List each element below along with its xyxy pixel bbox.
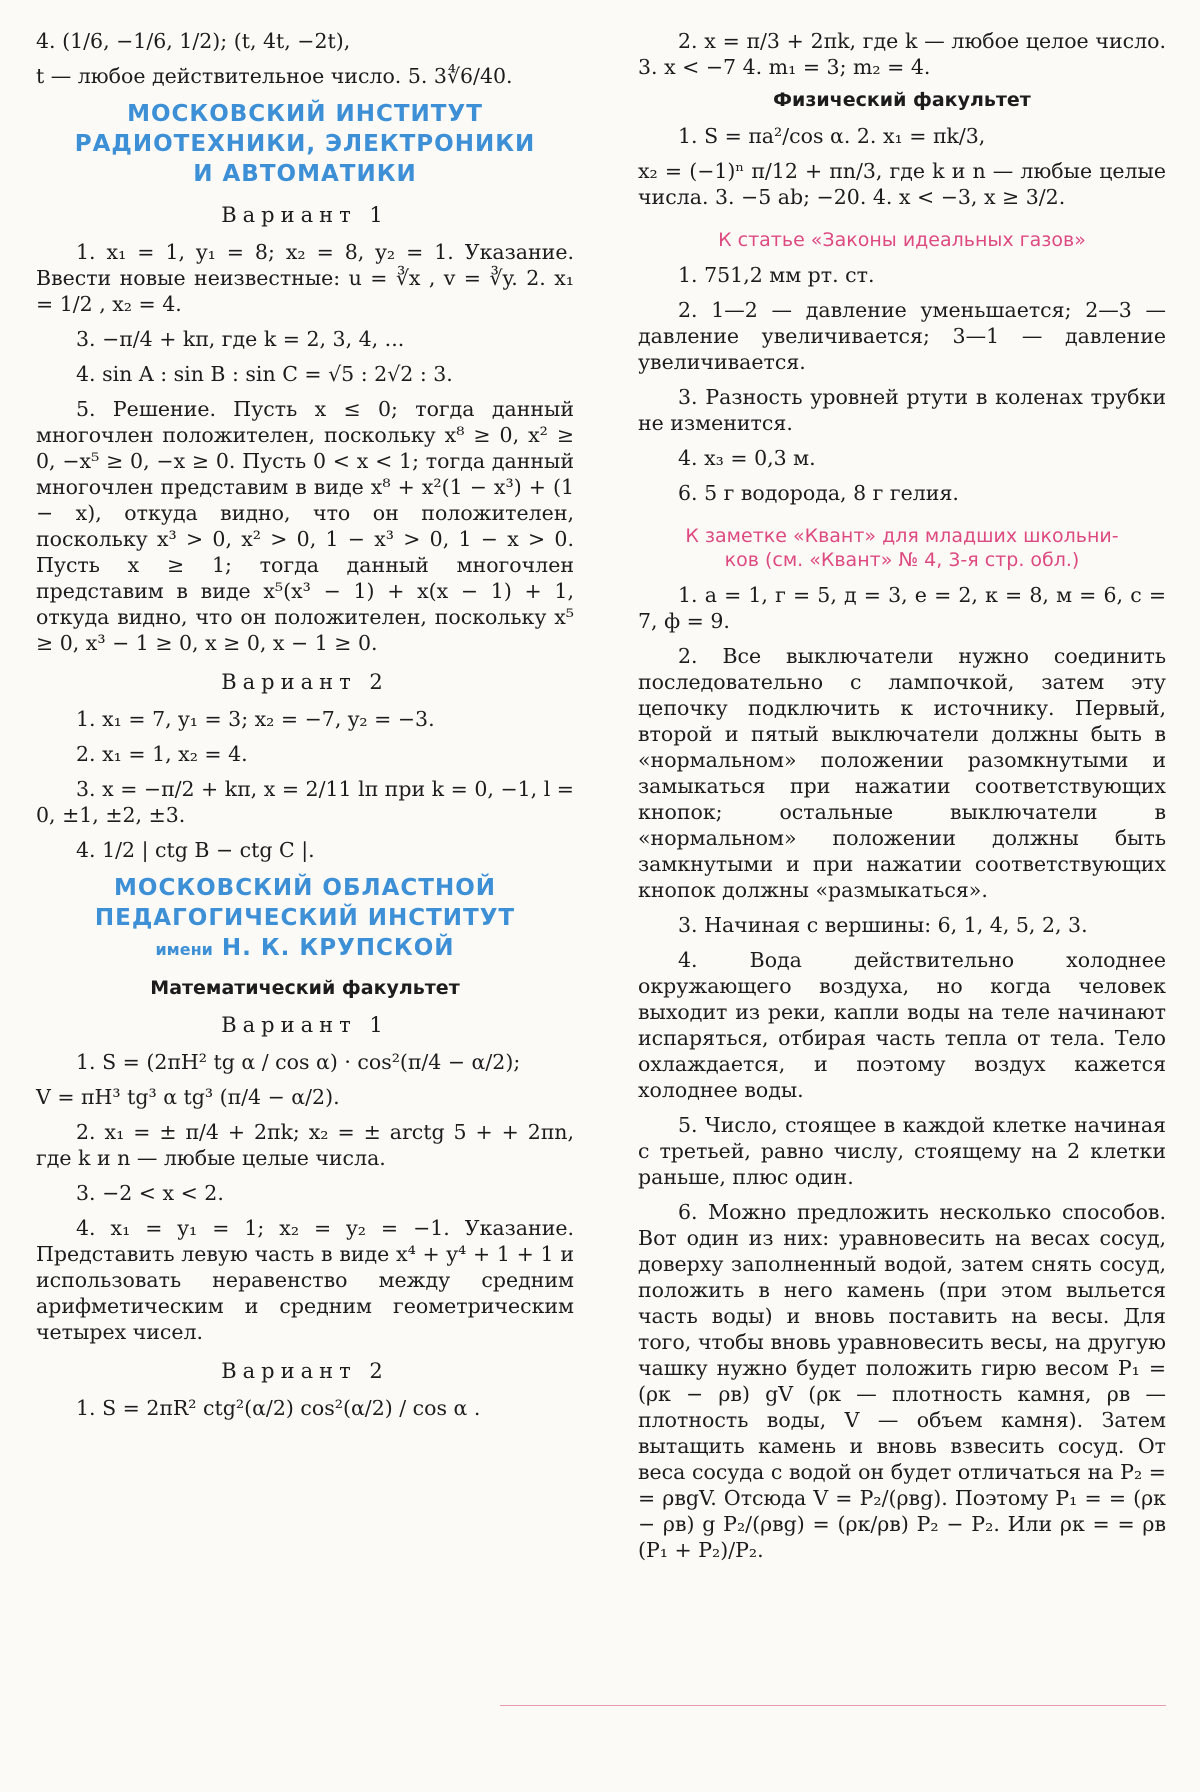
- answer-paragraph: 3. x = −π/2 + kπ, x = 2/11 lπ при k = 0, −1, l = 0, ±1, ±2, ±3.: [36, 777, 574, 827]
- answer-paragraph: x₂ = (−1)ⁿ π/12 + πn/3, где k и n — любые целые числа. 3. −5 ab; −20. 4. x < −3, x ≥ 3/2.: [638, 159, 1166, 209]
- variant-heading: Вариант 2: [221, 670, 389, 694]
- answer-paragraph: 1. 751,2 мм рт. ст.: [678, 263, 875, 287]
- answer-paragraph: 6. 5 г водорода, 8 г гелия.: [678, 481, 959, 505]
- heading-line: ков (см. «Квант» № 4, 3-я стр. обл.): [724, 549, 1080, 571]
- answer-paragraph: 1. x₁ = 1, y₁ = 8; x₂ = 8, y₂ = 1. Указание. Ввести новые неизвестные: u = ∛x , v = ∛y. 2. x₁ = 1/2 , x₂ = 4.: [36, 240, 574, 316]
- section-heading-gases: К статье «Законы идеальных газов»: [718, 229, 1086, 251]
- right-column: [638, 28, 1166, 1572]
- title-line: МОСКОВСКИЙ ИНСТИТУТ: [127, 101, 483, 127]
- answer-paragraph: 3. −π/4 + kπ, где k = 2, 3, 4, ...: [76, 327, 405, 351]
- answer-paragraph: 4. sin A : sin B : sin C = √5 : 2√2 : 3.: [76, 362, 453, 386]
- title-line: И АВТОМАТИКИ: [193, 161, 417, 187]
- answer-paragraph: V = πH³ tg³ α tg³ (π/4 − α/2).: [36, 1085, 340, 1109]
- title-line: [36, 933, 574, 965]
- section-heading-kvant: [638, 524, 1166, 572]
- answer-paragraph: 1. а = 1, г = 5, д = 3, е = 2, к = 8, м = 6, с = 7, ф = 9.: [638, 583, 1166, 633]
- answer-paragraph: 3. Разность уровней ртути в коленах трубки не изменится.: [638, 385, 1166, 435]
- answer-paragraph: 4. 1/2 | ctg B − ctg C |.: [76, 838, 315, 862]
- faculty-heading: Физический факультет: [773, 89, 1031, 111]
- answer-paragraph: 2. Все выключатели нужно соединить последовательно с лампочкой, затем эту цепочку подключить к источнику. Первый, второй и пятый выключатели должны быть в «нормальном» положении разомкнутыми и замыкаться при нажатии соответствующих кнопок; остальные выключатели в «нормальном» положении должны быть замкнутыми и при нажатии соответствующих кнопок должны «размыкаться».: [638, 644, 1166, 902]
- variant-heading: Вариант 1: [221, 203, 389, 227]
- answer-paragraph: 2. x₁ = ± π/4 + 2πk; x₂ = ± arctg 5 + + 2πn, где k и n — любые целые числа.: [36, 1120, 574, 1170]
- answer-paragraph: 4. x₃ = 0,3 м.: [678, 446, 816, 470]
- answer-paragraph: 5. Число, стоящее в каждой клетке начиная с третьей, равно числу, стоящему на 2 клетки раньше, плюс один.: [638, 1113, 1166, 1189]
- faculty-heading: Математический факультет: [150, 977, 460, 999]
- variant-heading: Вариант 1: [221, 1013, 389, 1037]
- answer-paragraph: 1. S = πa²/cos α. 2. x₁ = πk/3,: [678, 124, 986, 148]
- answer-paragraph: 1. S = 2πR² ctg²(α/2) cos²(α/2) / cos α .: [76, 1396, 481, 1420]
- title-small: имени: [155, 940, 213, 959]
- answer-paragraph: 6. Можно предложить несколько способов. Вот один из них: уравновесить на весах сосуд, доверху заполненный водой, затем снять сосуд, положить в него камень (при этом выльется часть воды) и вновь поставить на весы. Для того, чтобы вновь уравновесить весы, на другую чашку нужно будет положить гирю весом P₁ = (ρк − ρв) gV (ρк — плотность камня, ρв — плотность воды, V — объем камня). Затем вытащить камень и вновь взвесить сосуд. От веса сосуда с водой он будет отличаться на P₂ = = ρвgV. Отсюда V = P₂/(ρвg). Поэтому P₁ = = (ρк − ρв) g P₂/(ρвg) = (ρк/ρв) P₂ − P₂. Или ρк = = ρв (P₁ + P₂)/P₂.: [638, 1200, 1166, 1562]
- answer-paragraph: 4. x₁ = y₁ = 1; x₂ = y₂ = −1. Указание. Представить левую часть в виде x⁴ + y⁴ + 1 + 1 и использовать неравенство между средним арифметическим и средним геометрическим четырех чисел.: [36, 1216, 574, 1344]
- answer-line: t — любое действительное число. 5. 3∜6/40.: [36, 64, 513, 88]
- answer-paragraph: 5. Решение. Пусть x ≤ 0; тогда данный многочлен положителен, поскольку x⁸ ≥ 0, x² ≥ 0, −x⁵ ≥ 0, −x ≥ 0. Пусть 0 < x < 1; тогда данный многочлен представим в виде x⁸ + x²(1 − x³) + (1 − x), откуда видно, что он положителен, поскольку x³ > 0, x² > 0, 1 − x³ > 0, 1 − x > 0. Пусть x ≥ 1; тогда данный многочлен представим в виде x⁵(x³ − 1) + x(x − 1) + 1, откуда видно, что он положителен, поскольку x⁵ ≥ 0, x³ − 1 ≥ 0, x ≥ 0, x − 1 ≥ 0.: [36, 397, 574, 655]
- variant-heading: Вариант 2: [221, 1359, 389, 1383]
- answer-line: 4. (1/6, −1/6, 1/2); (t, 4t, −2t),: [36, 29, 351, 53]
- bottom-divider: [500, 1705, 1166, 1706]
- answer-paragraph: 2. x = π/3 + 2πk, где k — любое целое число. 3. x < −7 4. m₁ = 3; m₂ = 4.: [638, 29, 1166, 79]
- answer-paragraph: 4. Вода действительно холоднее окружающего воздуха, но когда человек выходит из реки, капли воды на теле начинают испаряться, отбирая часть тепла от тела. Тело охлаждается, и поэтому воздух кажется холоднее воды.: [638, 948, 1166, 1102]
- answer-paragraph: 1. x₁ = 7, y₁ = 3; x₂ = −7, y₂ = −3.: [76, 707, 435, 731]
- answer-paragraph: 3. Начиная с вершины: 6, 1, 4, 5, 2, 3.: [678, 913, 1088, 937]
- institute-title-mopi: [36, 873, 574, 965]
- title-line: РАДИОТЕХНИКИ, ЭЛЕКТРОНИКИ: [74, 131, 536, 157]
- answer-paragraph: 3. −2 < x < 2.: [76, 1181, 224, 1205]
- answer-paragraph: 2. 1—2 — давление уменьшается; 2—3 — давление увеличивается; 3—1 — давление увеличивается.: [638, 298, 1166, 374]
- heading-line: К заметке «Квант» для младших школьни-: [685, 525, 1119, 547]
- title-line: ПЕДАГОГИЧЕСКИЙ ИНСТИТУТ: [94, 905, 516, 931]
- title-line: МОСКОВСКИЙ ОБЛАСТНОЙ: [114, 875, 496, 901]
- answer-paragraph: 1. S = (2πH² tg α / cos α) · cos²(π/4 − α/2);: [76, 1050, 521, 1074]
- answer-paragraph: 2. x₁ = 1, x₂ = 4.: [76, 742, 248, 766]
- institute-title-miree: [36, 99, 574, 189]
- title-name: Н. К. КРУПСКОЙ: [221, 935, 455, 961]
- left-column: [36, 28, 574, 1430]
